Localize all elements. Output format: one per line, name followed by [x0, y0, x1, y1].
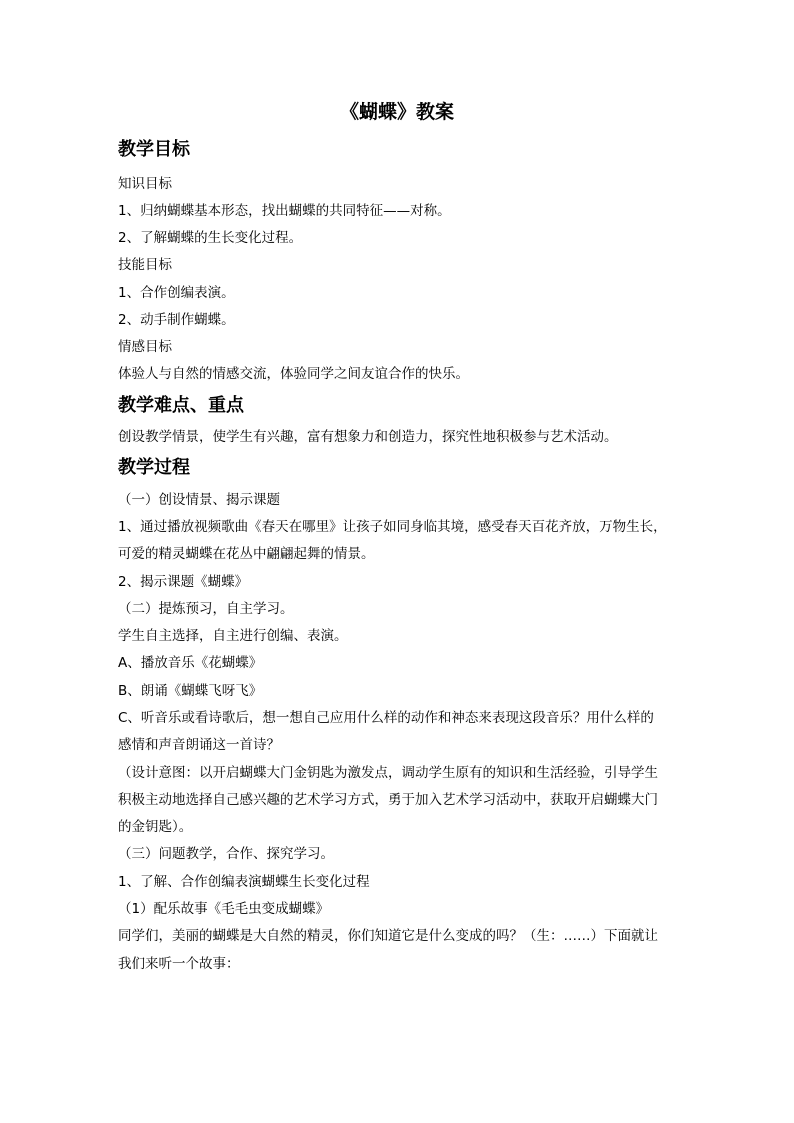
- text-line: 同学们，美丽的蝴蝶是大自然的精灵，你们知道它是什么变成的吗？（生：……）下面就让: [118, 928, 658, 944]
- document-title: 《蝴蝶》教案: [339, 101, 454, 123]
- text-line: 积极主动地选择自己感兴趣的艺术学习方式，勇于加入艺术学习活动中，获取开启蝴蝶大门: [118, 792, 658, 808]
- section-heading-key-points: 教学难点、重点: [118, 395, 244, 416]
- text-line: 技能目标: [118, 257, 172, 273]
- section-heading-process: 教学过程: [118, 457, 190, 478]
- text-line: （三）问题教学，合作、探究学习。: [118, 846, 334, 862]
- text-line: 感情和声音朗诵这一首诗？: [118, 737, 280, 753]
- text-line: 我们来听一个故事：: [118, 956, 240, 972]
- text-line: 知识目标: [118, 176, 172, 192]
- text-line: 1、了解、合作创编表演蝴蝶生长变化过程: [118, 874, 370, 890]
- text-line: 情感目标: [118, 339, 172, 355]
- text-line: 1、归纳蝴蝶基本形态，找出蝴蝶的共同特征——对称。: [118, 203, 451, 219]
- text-line: 2、揭示课题《蝴蝶》: [118, 574, 249, 590]
- text-line: 1、通过播放视频歌曲《春天在哪里》让孩子如同身临其境，感受春天百花齐放，万物生长，: [118, 519, 667, 535]
- text-line: （设计意图：以开启蝴蝶大门金钥匙为激发点，调动学生原有的知识和生活经验，引导学生: [118, 765, 658, 781]
- text-line: 可爱的精灵蝴蝶在花丛中翩翩起舞的情景。: [118, 546, 375, 562]
- text-line: 1、合作创编表演。: [118, 285, 235, 301]
- text-line: C、听音乐或看诗歌后，想一想自己应用什么样的动作和神态来表现这段音乐？用什么样的: [118, 710, 654, 726]
- text-line: 体验人与自然的情感交流，体验同学之间友谊合作的快乐。: [118, 366, 469, 382]
- text-line: 2、动手制作蝴蝶。: [118, 312, 235, 328]
- section-heading-objectives: 教学目标: [118, 139, 190, 160]
- text-line: 2、了解蝴蝶的生长变化过程。: [118, 230, 303, 246]
- text-line: （1）配乐故事《毛毛虫变成蝴蝶》: [118, 901, 330, 917]
- text-line: （一）创设情景、揭示课题: [118, 492, 280, 508]
- text-line: （二）提炼预习，自主学习。: [118, 601, 294, 617]
- text-line: A、播放音乐《花蝴蝶》: [118, 655, 263, 671]
- text-line: 学生自主选择，自主进行创编、表演。: [118, 628, 348, 644]
- text-line: B、朗诵《蝴蝶飞呀飞》: [118, 683, 263, 699]
- text-line: 的金钥匙）。: [118, 819, 193, 835]
- text-line: 创设教学情景，使学生有兴趣，富有想象力和创造力，探究性地积极参与艺术活动。: [118, 429, 618, 445]
